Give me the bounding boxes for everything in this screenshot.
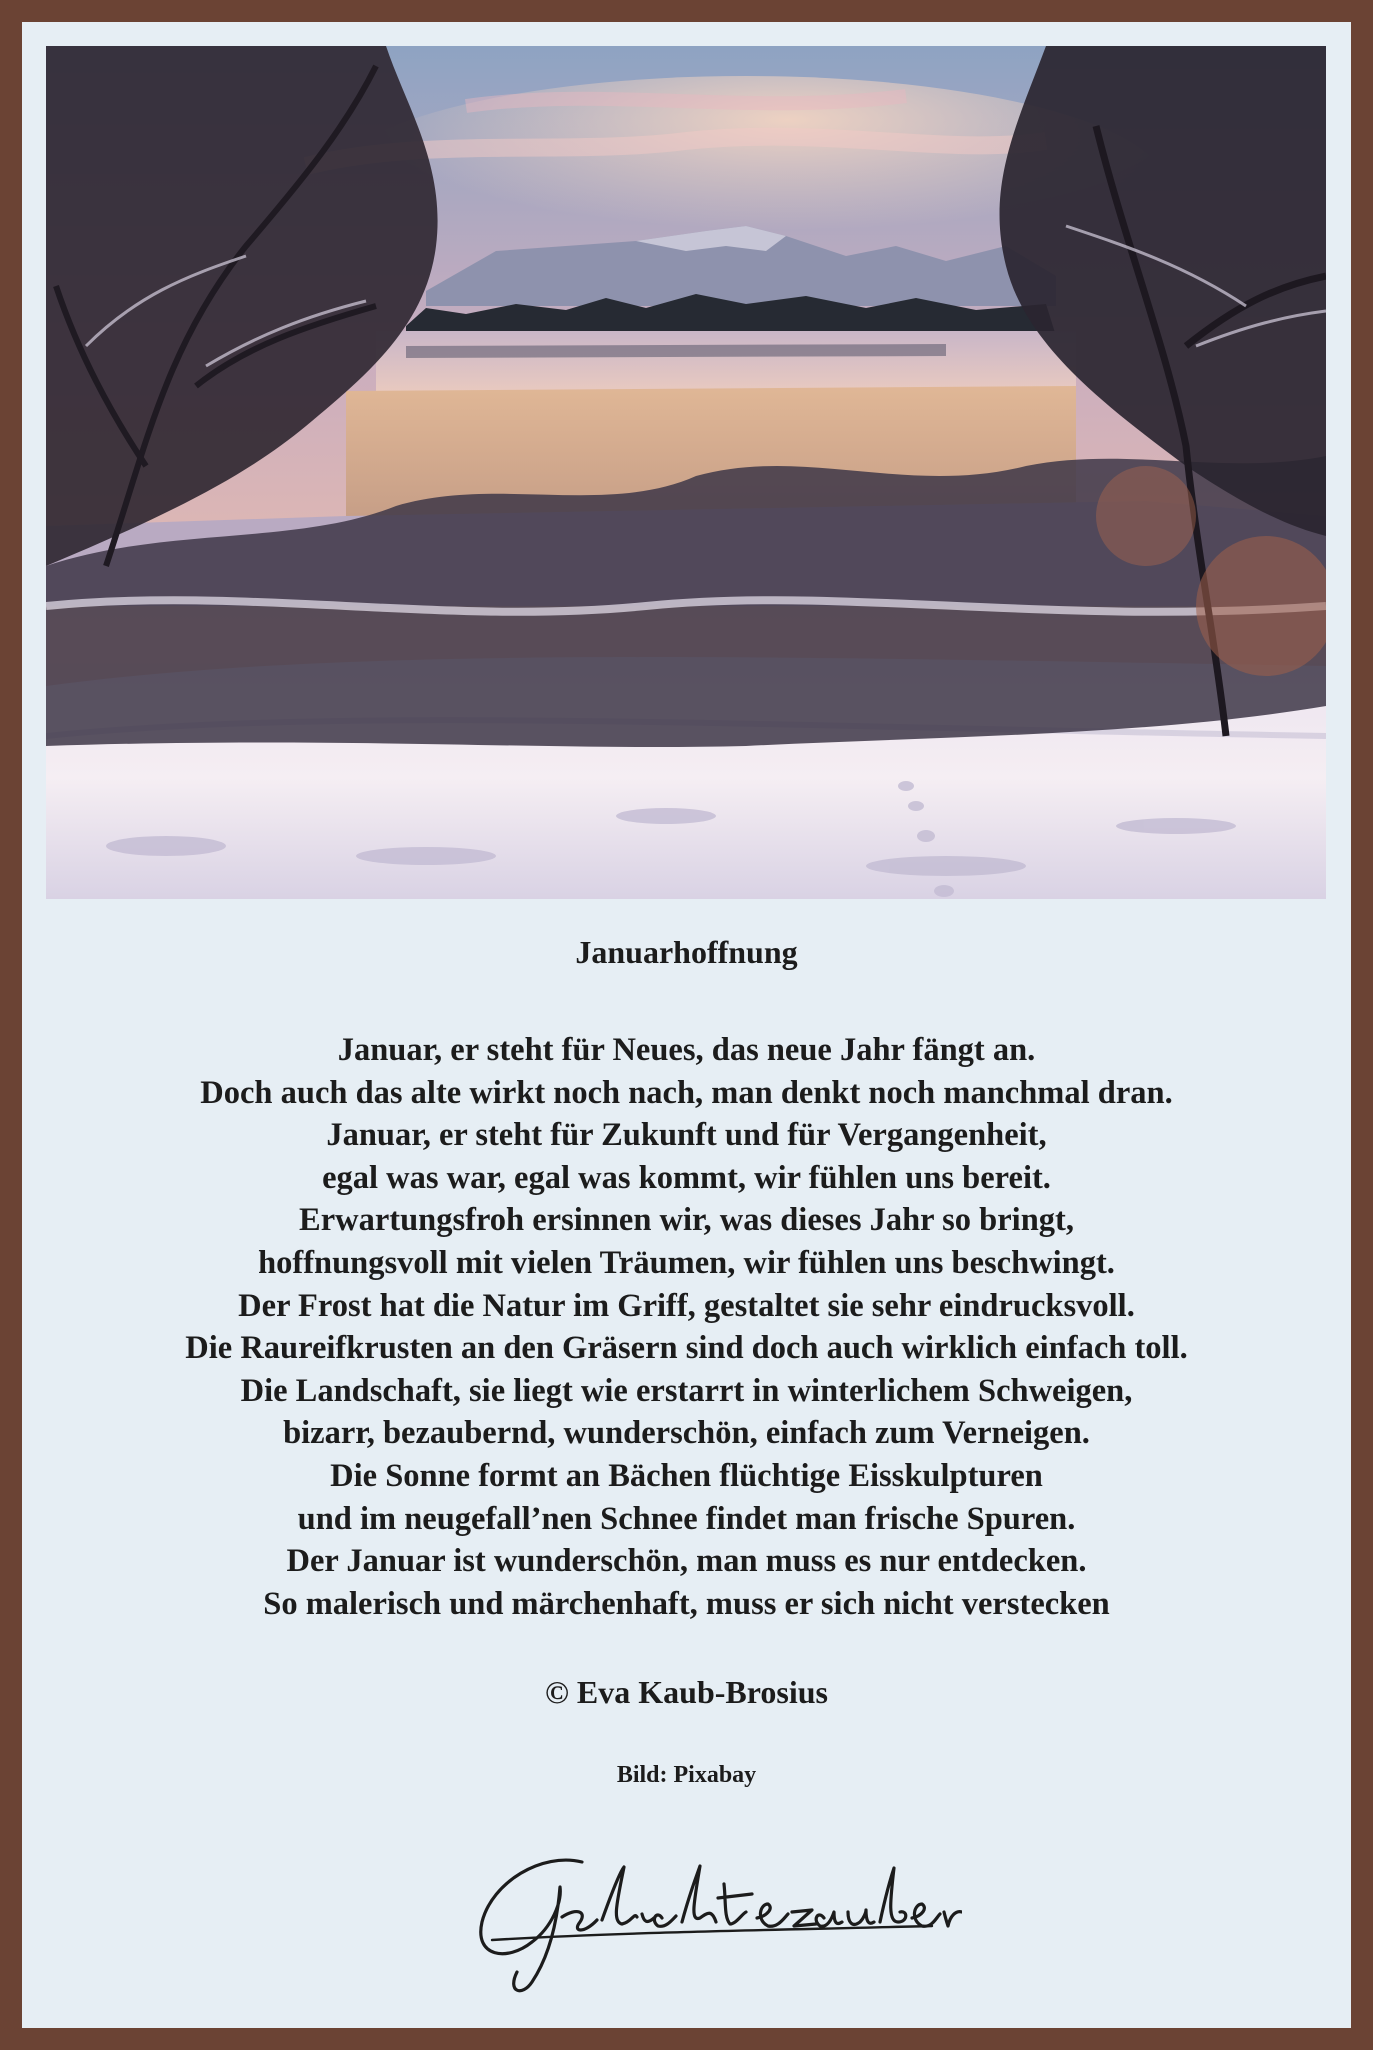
poem-card [22,22,1351,2028]
poem-line: Erwartungsfroh ersinnen wir, was dieses Jahr so bringt, [299,1202,1074,1239]
poem-line: bizarr, bezaubernd, wunderschön, einfach zum Verneigen. [283,1415,1090,1452]
poem-line: und im neugefall’nen Schnee findet man frische Spuren. [297,1500,1076,1537]
signature-logo [462,1822,962,2002]
poem-line: Doch auch das alte wirkt noch nach, man denkt noch manchmal dran. [200,1074,1173,1111]
copyright-notice: © Eva Kaub-Brosius [545,1674,828,1710]
poem-line: Der Frost hat die Natur im Griff, gestaltet sie sehr eindrucksvoll. [238,1287,1135,1324]
image-credit: Bild: Pixabay [616,1762,757,1788]
poem-line: Der Januar ist wunderschön, man muss es nur entdecken. [286,1543,1087,1580]
poem-line: egal was war, egal was kommt, wir fühlen uns bereit. [322,1159,1051,1196]
winter-landscape-photo [46,46,1326,899]
poem-title: Januarhoffnung [575,934,798,970]
poem-line: So malerisch und märchenhaft, muss er sich nicht verstecken [263,1585,1110,1622]
poem-line: Die Sonne formt an Bächen flüchtige Eisskulpturen [330,1457,1043,1494]
poem-body [22,1029,1351,1625]
poem-line: Die Landschaft, sie liegt wie erstarrt in winterlichem Schweigen, [240,1372,1133,1409]
poem-line: Januar, er steht für Neues, das neue Jahr fängt an. [337,1032,1036,1068]
poem-line: Die Raureifkrusten an den Gräsern sind doch auch wirklich einfach toll. [185,1330,1188,1367]
poem-line: hoffnungsvoll mit vielen Träumen, wir fühlen uns beschwingt. [258,1244,1115,1281]
poem-line: Januar, er steht für Zukunft und für Vergangenheit, [326,1117,1047,1154]
